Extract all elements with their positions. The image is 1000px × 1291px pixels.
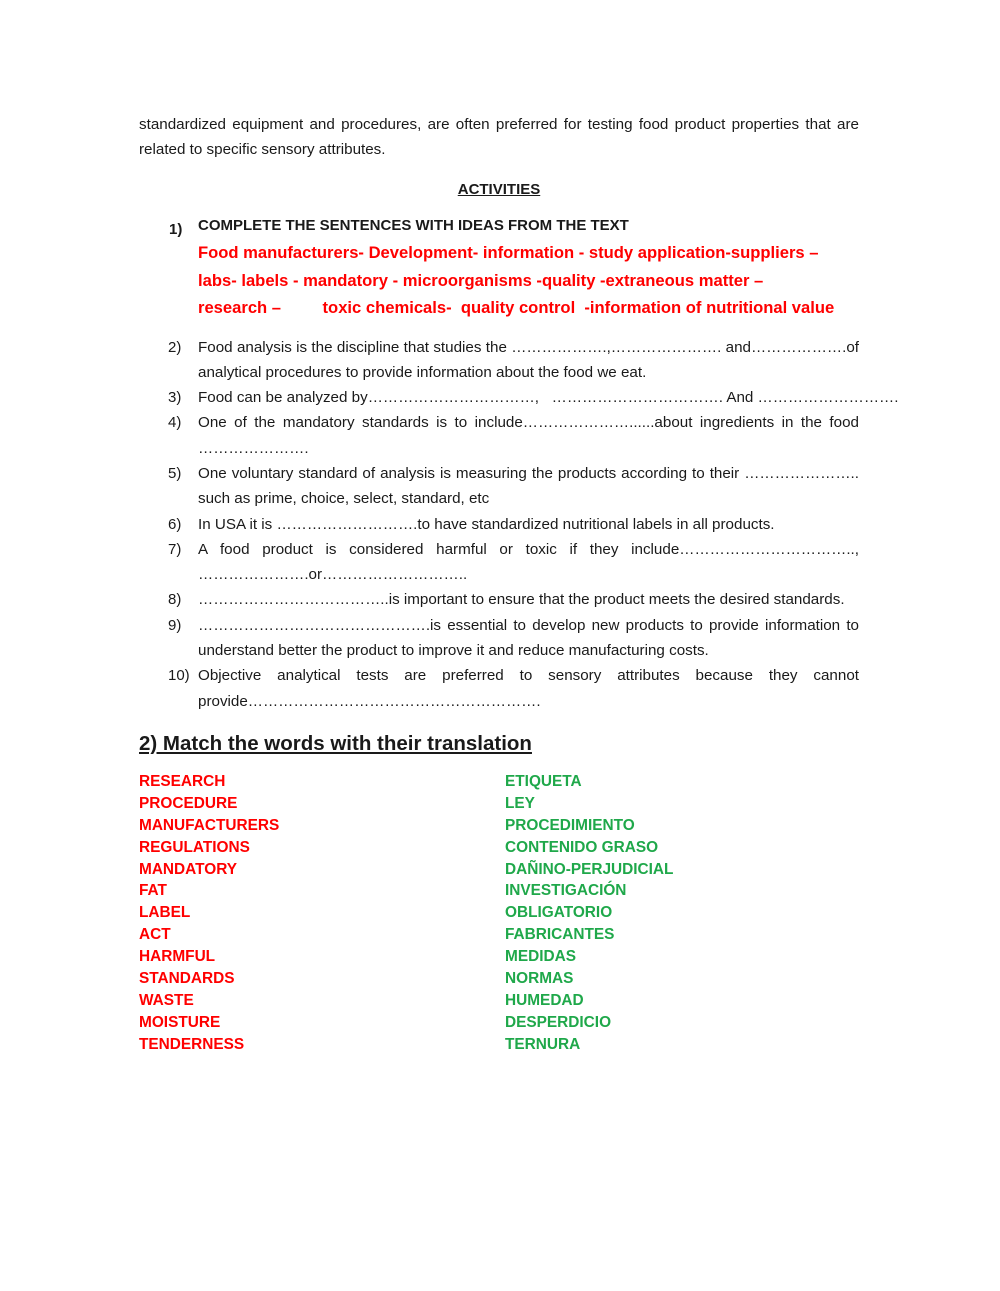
sentence-item	[139, 410, 859, 461]
sentence-text: In USA it is ……………………….to have standardized nutritional labels in all products.	[198, 515, 775, 533]
word-bank-line: research – toxic chemicals- quality control -information of nutritional value	[198, 298, 835, 317]
spanish-word: DESPERDICIO	[505, 1013, 612, 1031]
activity-1	[139, 217, 859, 322]
spanish-word-column	[505, 771, 673, 1056]
spanish-word: PROCEDIMIENTO	[505, 816, 635, 834]
sentence-number: 8)	[168, 591, 182, 609]
english-word: REGULATIONS	[139, 838, 250, 856]
sentence-text: One voluntary standard of analysis is measuring the products according to their ………………….. such as prime, choice, select, standard, etc	[198, 464, 859, 508]
word-bank-line: Food manufacturers- Development- information - study application-suppliers –	[198, 243, 819, 262]
sentence-number: 10)	[168, 667, 190, 685]
english-word: PROCEDURE	[139, 794, 238, 812]
intro-paragraph: standardized equipment and procedures, are often preferred for testing food product properties that are related to specific sensory attributes.	[139, 116, 859, 158]
activity-1-title: COMPLETE THE SENTENCES WITH IDEAS FROM THE TEXT	[198, 217, 629, 234]
spanish-word: ETIQUETA	[505, 772, 582, 790]
sentence-item	[139, 461, 859, 512]
english-word: ACT	[139, 926, 171, 944]
spanish-word: OBLIGATORIO	[505, 904, 613, 922]
sentence-list	[139, 335, 899, 714]
sentence-text: Food analysis is the discipline that studies the ……………….,…………………. and……………….of analytical procedures to provide information about the food we eat.	[198, 338, 859, 381]
spanish-word: DAÑINO-PERJUDICIAL	[505, 860, 674, 878]
english-word: MOISTURE	[139, 1013, 221, 1031]
english-word: TENDERNESS	[139, 1035, 245, 1053]
sentence-item	[139, 613, 859, 664]
english-word: WASTE	[139, 992, 194, 1010]
sentence-item	[139, 587, 859, 612]
sentence-number: 4)	[168, 414, 182, 432]
activities-heading: ACTIVITIES	[457, 181, 541, 198]
sentence-text: Objective analytical tests are preferred to sensory attributes because they cannot provide………………………………………………….	[198, 667, 859, 710]
spanish-word: LEY	[505, 794, 535, 812]
english-word-column	[139, 771, 279, 1056]
english-word: LABEL	[139, 904, 191, 922]
sentence-number: 9)	[168, 616, 182, 634]
sentence-number: 5)	[168, 464, 182, 482]
spanish-word: HUMEDAD	[505, 992, 584, 1010]
word-bank-line: labs- labels - mandatory - microorganisms -quality -extraneous matter –	[198, 270, 764, 290]
spanish-word: TERNURA	[505, 1035, 581, 1053]
english-word: MANDATORY	[139, 860, 238, 878]
spanish-word: MEDIDAS	[505, 948, 576, 966]
sentence-number: 6)	[168, 515, 182, 533]
english-word: RESEARCH	[139, 772, 226, 790]
sentence-text: A food product is considered harmful or toxic if they include…………………………….., ………………….or………………………..	[198, 540, 859, 584]
sentence-number: 7)	[168, 540, 182, 558]
sentence-number: 3)	[168, 389, 182, 407]
sentence-text: ………………………………..is important to ensure that the product meets the desired standards.	[198, 591, 845, 609]
english-word: HARMFUL	[139, 948, 216, 966]
sentence-item	[139, 512, 859, 537]
match-columns	[139, 771, 859, 1071]
sentence-item	[139, 335, 859, 386]
sentence-item	[139, 663, 859, 714]
sentence-text: ……………………………………….is essential to develop new products to provide information to understand better the product to improve it and reduce manufacturing costs.	[198, 616, 859, 660]
english-word: MANUFACTURERS	[139, 816, 280, 834]
activity-1-number: 1)	[169, 221, 183, 238]
sentence-text: Food can be analyzed by……………………………, ……………………………. And ……………………….	[198, 389, 899, 407]
sentence-item	[139, 537, 859, 588]
sentence-text: One of the mandatory standards is to include…………………......about ingredients in the food ………………….	[198, 414, 859, 457]
word-bank	[198, 239, 859, 322]
english-word: FAT	[139, 882, 167, 900]
spanish-word: CONTENIDO GRASO	[505, 838, 659, 856]
spanish-word: FABRICANTES	[505, 926, 615, 944]
english-word: STANDARDS	[139, 970, 235, 988]
sentence-number: 2)	[168, 338, 182, 356]
worksheet-page	[139, 112, 899, 1071]
spanish-word: NORMAS	[505, 970, 574, 988]
match-heading: 2) Match the words with their translation	[139, 731, 532, 755]
sentence-item	[139, 385, 899, 410]
spanish-word: INVESTIGACIÓN	[505, 882, 627, 900]
